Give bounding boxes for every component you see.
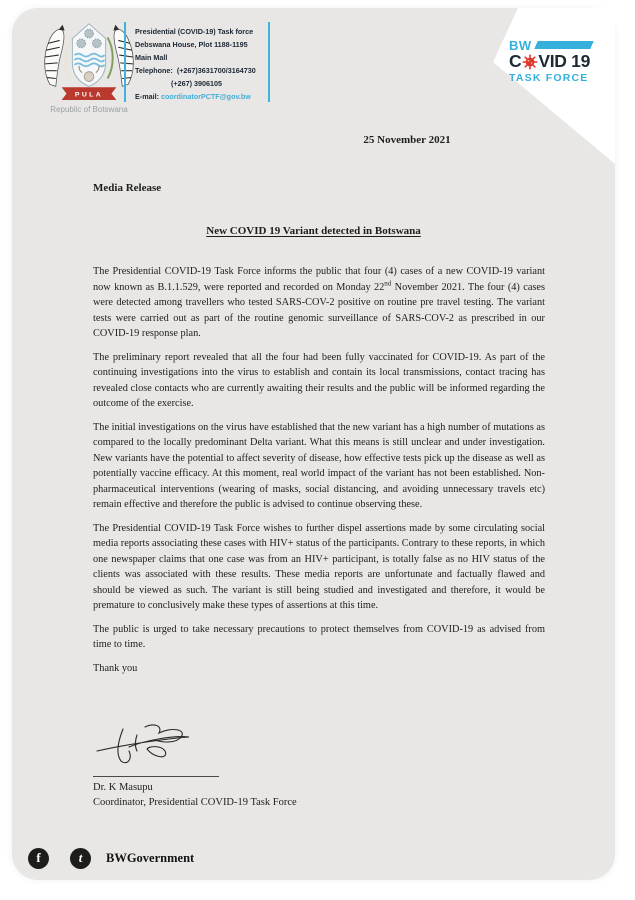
logo-bw-text: BW	[509, 37, 532, 53]
signature-block	[93, 721, 297, 810]
signatory-name: Dr. K Masupu	[93, 782, 153, 793]
media-release-label: Media Release	[93, 182, 162, 194]
footer-social-row	[28, 846, 194, 870]
virus-icon	[522, 54, 538, 70]
social-handle: BWGovernment	[106, 850, 195, 865]
email-link[interactable]: coordinatorPCTF@gov.bw	[160, 92, 251, 101]
signature-line	[93, 776, 219, 777]
contact-org: Presidential (COVID-19) Task force	[135, 27, 254, 36]
contact-telephone2: (+267) 3906105	[171, 79, 222, 88]
paragraph-2: The preliminary report revealed that all the four had been fully vaccinated for COVID-19. As part of the continuing investigations into the virus to establish and contain its local transmissions, contact tracing has revealed close contacts who are currently awaiting their results and the public will be informed regarding the outcome of the exercise.	[93, 351, 545, 409]
logo-taskforce-text: TASK FORCE	[509, 72, 589, 84]
signature-image	[93, 721, 205, 769]
paragraph-5: The public is urged to take necessary precautions to protect themselves from COVID-19 as advised from time to time.	[93, 623, 545, 650]
coat-of-arms-caption: Republic of Botswana	[50, 105, 128, 114]
twitter-icon[interactable]: t	[70, 848, 91, 869]
paragraph-1: The Presidential COVID-19 Task Force informs the public that four (4) cases of a new COVID-19 variant now known as B.1.1.529, were reported and recorded on Monday 22nd November 2021. The four (4) cases were detected among travellers who tested SARS-COV-2 positive on routine pre travel testing. The variant tests were carried out as part of the routine genomic surveillance of SARS-COV-2 as prescribed in our COVID-19 response plan.	[93, 266, 545, 339]
contact-address: Debswana House, Plot 1188-1195	[135, 40, 248, 49]
paragraph-3: The initial investigations on the virus have established that the new variant has a high number of mutations as compared to the locally predominant Delta variant. What this means is still unclear and under investigation. New variants have the potential to affect severity of disease, how effective tests pick up the disease as well as potentially vaccine efficacy. At this moment, real world impact of the variant has not been established. Non-pharmaceutical interventions (wearing of masks, social distancing, and avoiding unnecessary travels etc) remain effective and therefore the public is advised to continue observing these.	[93, 421, 545, 510]
document-page	[12, 8, 615, 880]
letter-date: 25 November 2021	[363, 134, 451, 146]
facebook-icon[interactable]: f	[28, 848, 49, 869]
contact-address2: Main Mall	[135, 53, 168, 62]
letter-body	[93, 264, 545, 684]
contact-telephone: Telephone: (+267)3631700/3164730	[135, 66, 256, 75]
pula-banner	[62, 87, 117, 100]
document-title: New COVID 19 Variant detected in Botswana	[206, 225, 421, 237]
svg-text:PULA: PULA	[74, 91, 104, 99]
letterhead-contact-block	[124, 22, 270, 102]
logo-cyan-bar	[534, 41, 594, 49]
logo-covid-c: C	[509, 51, 522, 71]
contact-email-row: E-mail: coordinatorPCTF@gov.bw	[135, 92, 251, 101]
paragraph-4: The Presidential COVID-19 Task Force wishes to further dispel assertions made by some circulating social media reports associating these cases with HIV+ status of the participants. Contrary to these reports, in which one newspaper claims that one case was from an HIV+ participant, is totally false as no HIV status of the clients was associated with these results. These media reports are unfortunate and factually flawed and should be viewed as such. The variant is still being studied and investigated and therefore, it would be premature to conclusively make these types of assertions at this time.	[93, 522, 545, 611]
closing-text: Thank you	[93, 662, 138, 674]
signatory-title: Coordinator, Presidential COVID-19 Task Force	[93, 797, 297, 808]
logo-covid-rest: VID 19	[538, 51, 591, 71]
zebra-left	[45, 25, 65, 87]
bw-covid19-taskforce-logo	[509, 38, 613, 84]
